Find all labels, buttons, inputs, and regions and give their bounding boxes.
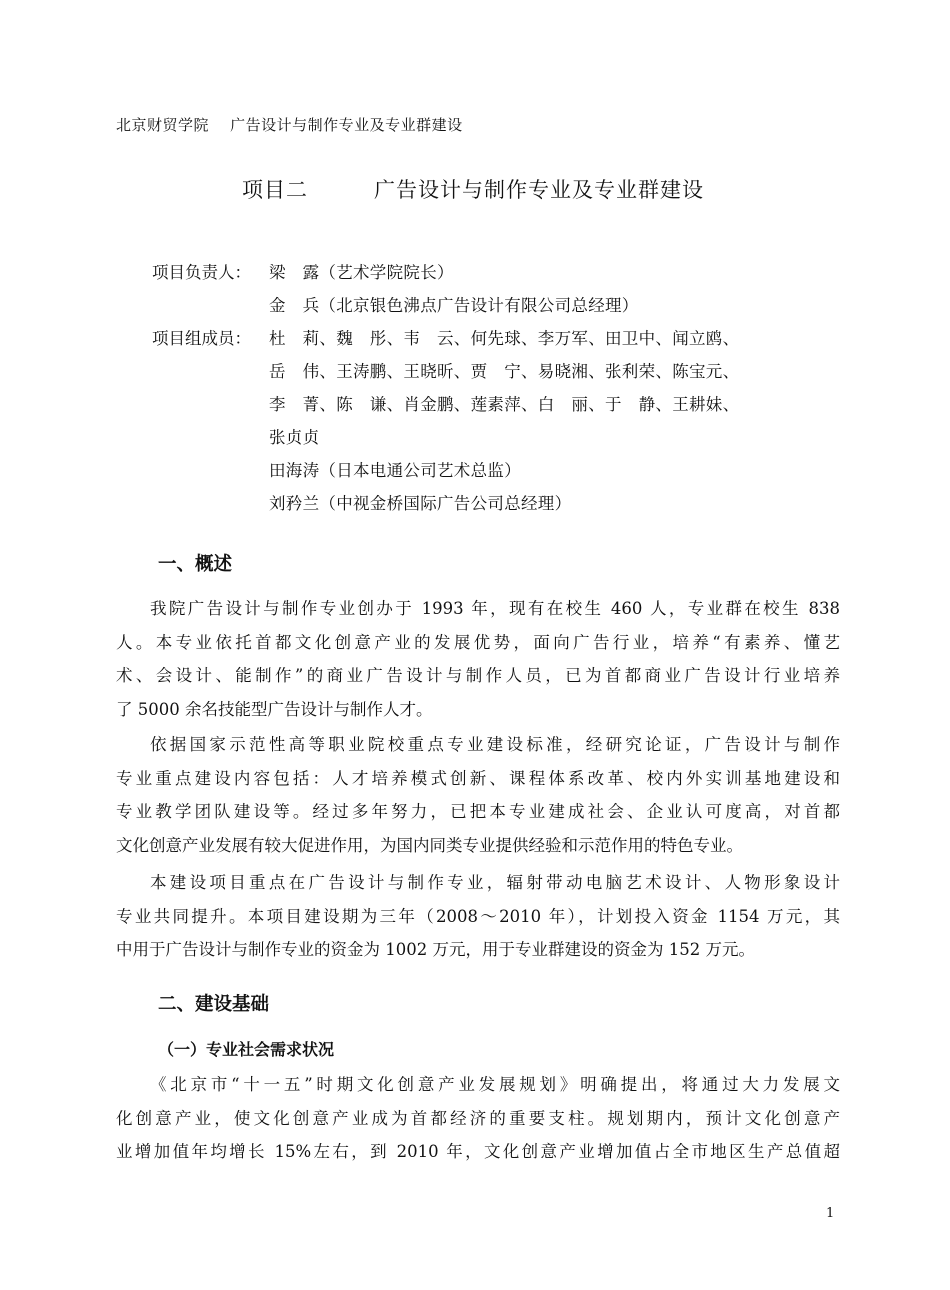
paragraph-line: 术、会设计、能制作”的商业广告设计与制作人员，已为首都商业广告设计行业培养: [116, 666, 840, 685]
members-label: 项目组成员：: [152, 329, 251, 348]
paragraph-line: 了 5000 余名技能型广告设计与制作人才。: [116, 699, 433, 719]
members-line: 李 菁、陈 谦、肖金鹏、莲素萍、白 丽、于 静、王耕妹、: [269, 395, 740, 414]
subsection-heading-demand: （一）专业社会需求状况: [158, 1040, 335, 1059]
leader-row: [152, 256, 852, 289]
leader-label: 项目负责人：: [152, 263, 251, 282]
paragraph-line: 我院广告设计与制作专业创办于 1993 年，现有在校生 460 人，专业群在校生 838: [150, 599, 840, 618]
project-number: 项目二: [242, 178, 308, 202]
page-number: 1: [826, 1206, 835, 1221]
paragraph-line: 专业共同提升。本项目建设期为三年（2008～2010 年），计划投入资金 1154 万元，其: [116, 906, 840, 926]
members-row: [152, 454, 852, 487]
members-row: [152, 421, 852, 454]
paragraph-line: 专业重点建设内容包括：人才培养模式创新、课程体系改革、校内外实训基地建设和: [116, 768, 840, 788]
header-subject: 广告设计与制作专业及专业群建设: [230, 116, 463, 134]
page-header: [116, 114, 463, 135]
members-line: 杜 莉、魏 彤、韦 云、何先球、李万军、田卫中、闻立鸥、: [269, 329, 740, 348]
section-heading-foundation: 二、建设基础: [158, 994, 270, 1015]
paragraph-line: 文化创意产业发展有较大促进作用，为国内同类专业提供经验和示范作用的特色专业。: [116, 835, 743, 855]
paragraph-line: 《北京市“十一五”时期文化创意产业发展规划》明确提出，将通过大力发展文: [150, 1075, 840, 1094]
leader-name: 梁 露（艺术学院院长）: [269, 263, 454, 282]
members-row: [152, 388, 852, 421]
members-row: [152, 322, 852, 355]
members-line: 田海涛（日本电通公司艺术总监）: [269, 461, 521, 480]
paragraph-line: 依据国家示范性高等职业院校重点专业建设标准，经研究论证，广告设计与制作: [150, 735, 840, 754]
paragraph-overview-1: [116, 592, 840, 726]
paragraph-line: 本建设项目重点在广告设计与制作专业，辐射带动电脑艺术设计、人物形象设计: [150, 873, 840, 892]
paragraph-line: 化创意产业，使文化创意产业成为首都经济的重要支柱。规划期内，预计文化创意产: [116, 1108, 840, 1128]
members-row: [152, 487, 852, 520]
paragraph-line: 人。本专业依托首都文化创意产业的发展优势，面向广告行业，培养“有素养、懂艺: [116, 632, 840, 652]
paragraph-demand-1: [116, 1068, 840, 1169]
header-institution: 北京财贸学院: [116, 116, 210, 134]
paragraph-line: 业增加值年均增长 15%左右，到 2010 年，文化创意产业增加值占全市地区生产总值超: [116, 1142, 840, 1161]
members-row: [152, 355, 852, 388]
paragraph-line: 中用于广告设计与制作专业的资金为 1002 万元，用于专业群建设的资金为 152 万元。: [116, 940, 755, 959]
project-people: [152, 256, 852, 520]
leader-name: 金 兵（北京银色沸点广告设计有限公司总经理）: [269, 296, 639, 315]
paragraph-line: 专业教学团队建设等。经过多年努力，已把本专业建成社会、企业认可度高，对首都: [116, 802, 840, 821]
paragraph-overview-2: [116, 728, 840, 862]
members-line: 岳 伟、王涛鹏、王晓昕、贾 宁、易晓湘、张利荣、陈宝元、: [269, 362, 740, 381]
members-line: 张贞贞: [269, 428, 320, 447]
members-line: 刘矜兰（中视金桥国际广告公司总经理）: [269, 494, 572, 513]
project-name: 广告设计与制作专业及专业群建设: [374, 178, 704, 202]
leader-row: [152, 289, 852, 322]
section-heading-overview: 一、概述: [158, 554, 233, 575]
paragraph-overview-3: [116, 866, 840, 967]
